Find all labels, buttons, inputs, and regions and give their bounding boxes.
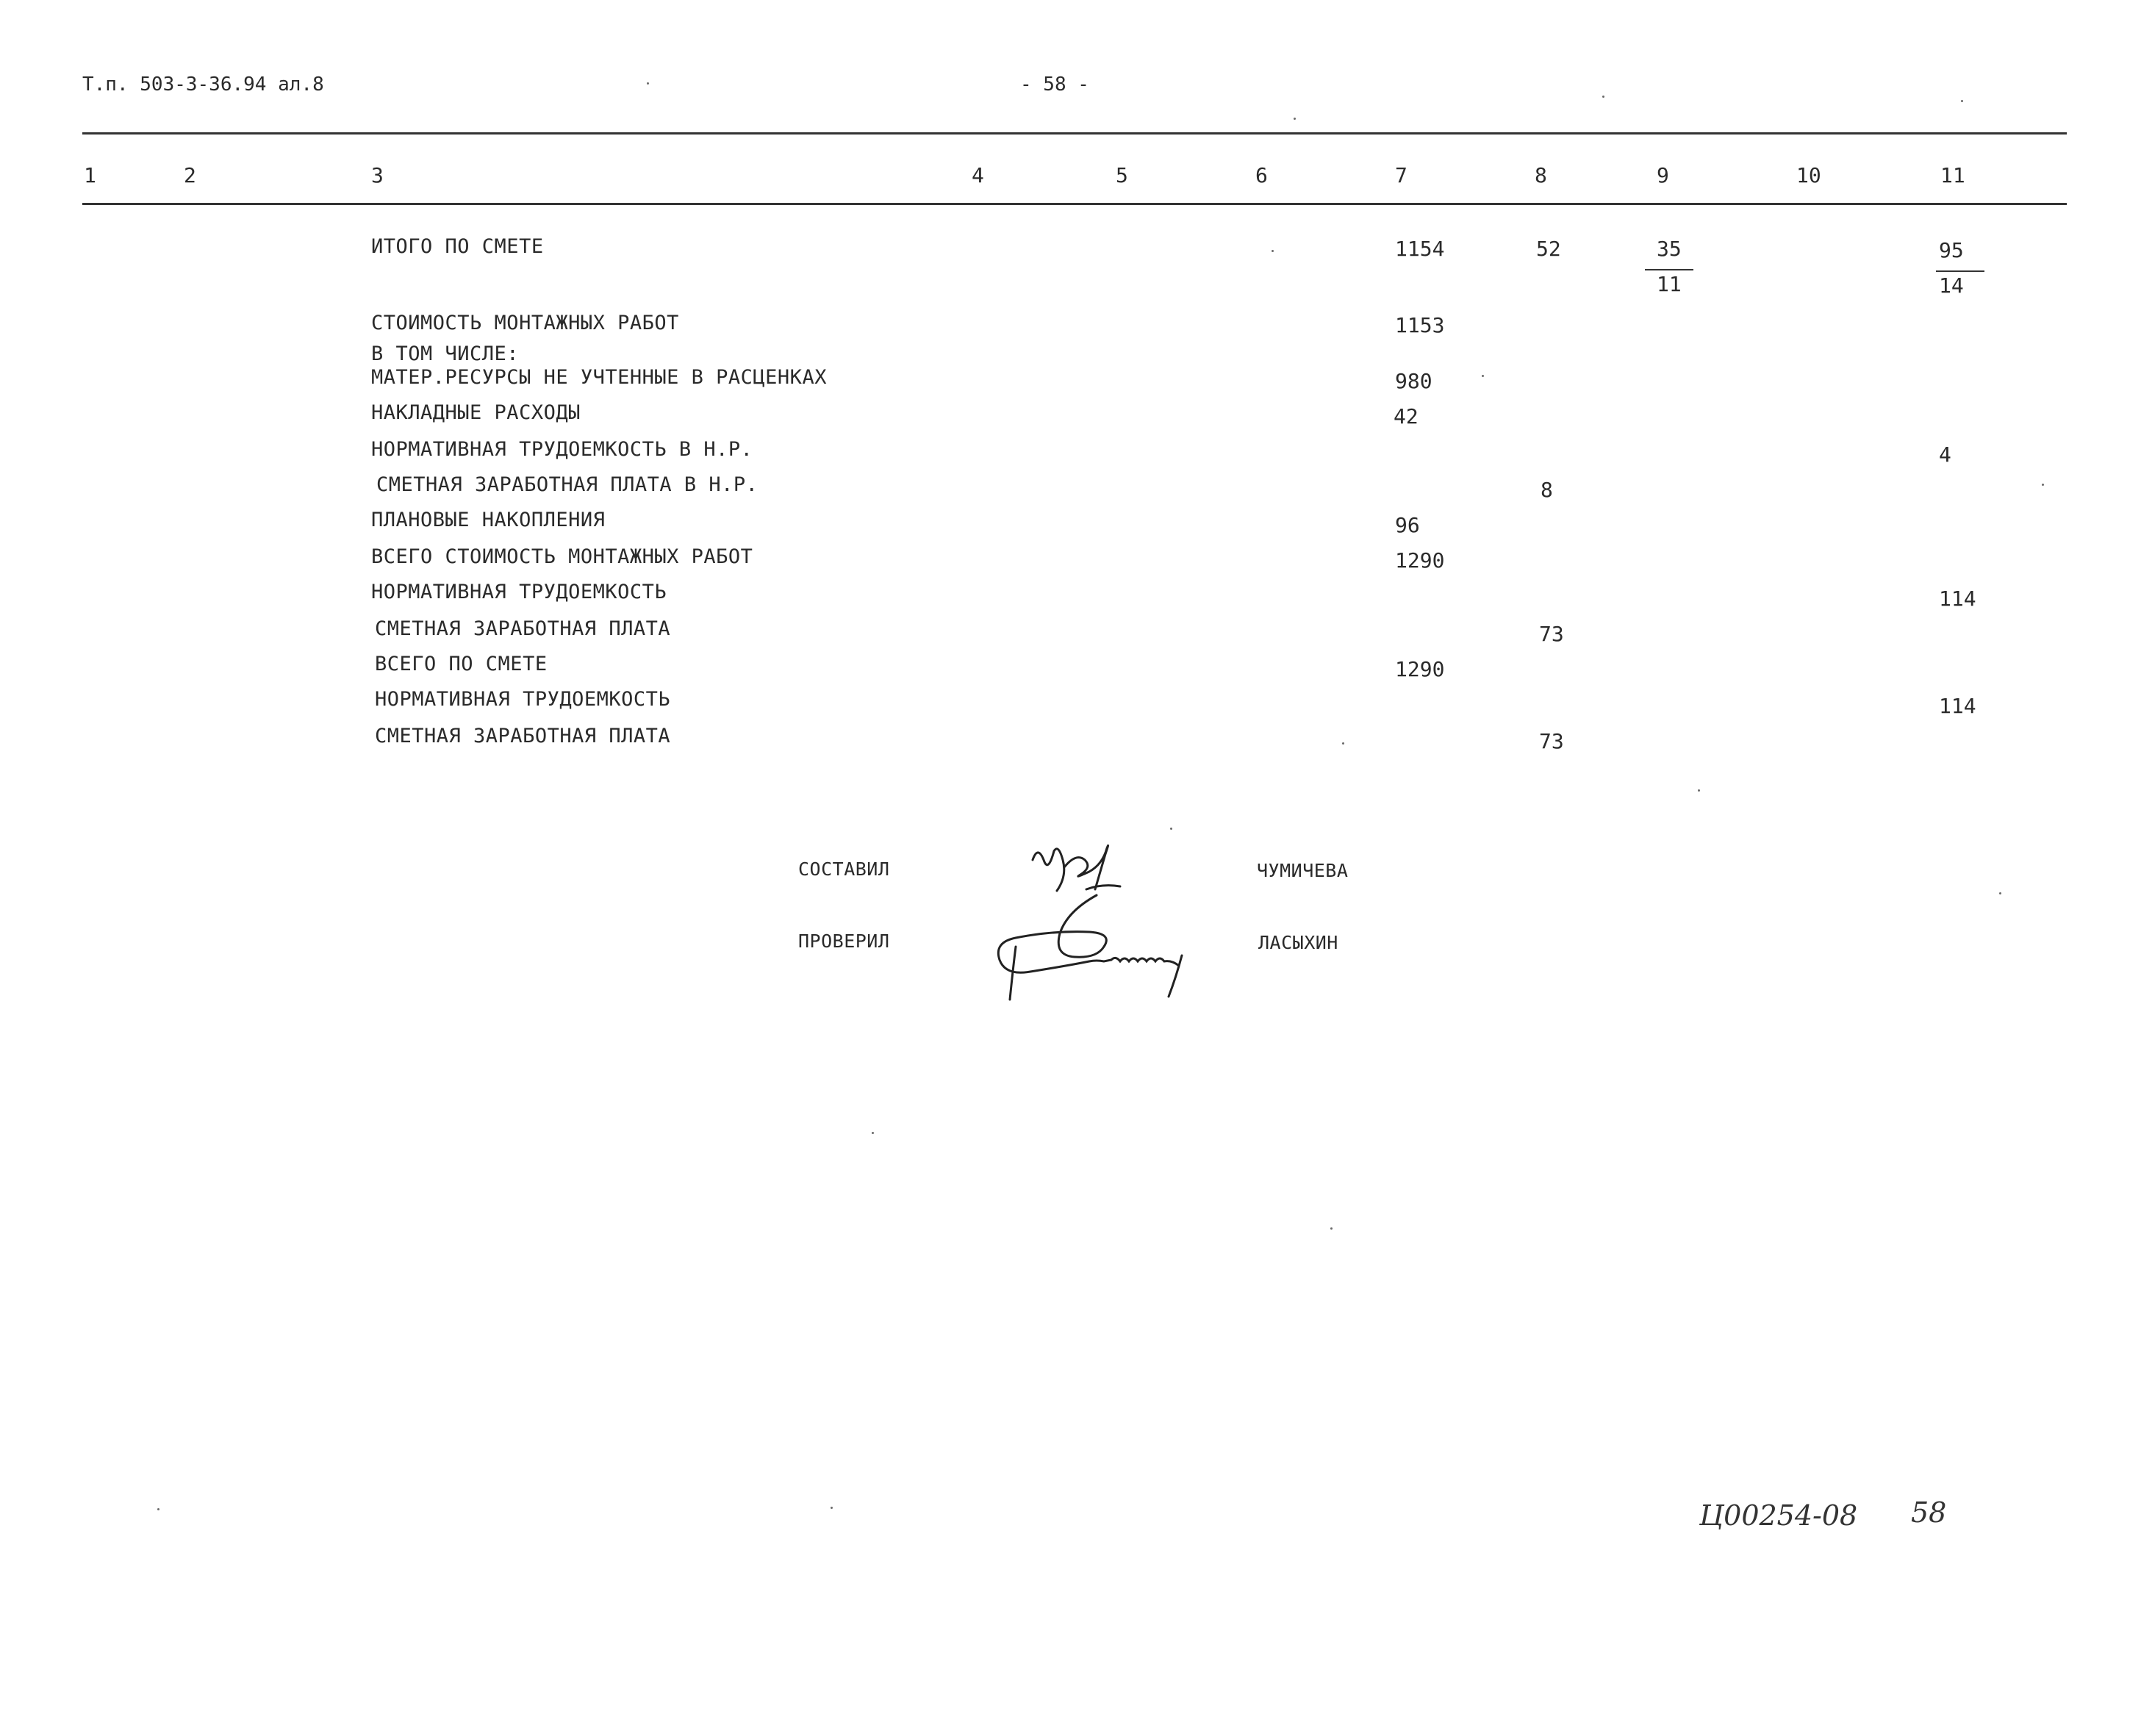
- row-col7-value: 42: [1394, 404, 1419, 428]
- scan-speck: [2042, 484, 2044, 486]
- scan-speck: [1961, 100, 1963, 102]
- row-label: НОРМАТИВНАЯ ТРУДОЕМКОСТЬ: [371, 581, 667, 603]
- column-header-10: 10: [1796, 163, 1821, 187]
- column-header-6: 6: [1255, 163, 1268, 187]
- column-header-9: 9: [1657, 163, 1669, 187]
- scan-speck: [1330, 1227, 1333, 1230]
- archive-cipher: Ц00254-08: [1699, 1499, 1858, 1532]
- row-col7-value: 1153: [1395, 313, 1445, 337]
- totals-label: ИТОГО ПО СМЕТЕ: [371, 235, 544, 258]
- scan-speck: [1272, 250, 1274, 252]
- row-label: В ТОМ ЧИСЛЕ:: [371, 342, 520, 365]
- row-label: НОРМАТИВНАЯ ТРУДОЕМКОСТЬ: [375, 688, 671, 711]
- row-label: СТОИМОСТЬ МОНТАЖНЫХ РАБОТ: [371, 312, 679, 334]
- totals-col9-fraction-line: [1645, 269, 1693, 270]
- table-top-rule: [82, 132, 2067, 134]
- row-label: ПЛАНОВЫЕ НАКОПЛЕНИЯ: [371, 509, 606, 531]
- row-col7-value: 1290: [1395, 548, 1445, 573]
- row-label: ВСЕГО ПО СМЕТЕ: [375, 653, 548, 675]
- checked-name: ЛАСЫХИН: [1258, 932, 1338, 953]
- column-header-3: 3: [371, 163, 384, 187]
- row-col11-value: 114: [1939, 694, 1976, 718]
- column-header-5: 5: [1116, 163, 1128, 187]
- totals-col11-bottom: 14: [1939, 273, 1964, 298]
- archive-sheet-number: 58: [1911, 1496, 1947, 1529]
- row-col8-value: 73: [1539, 622, 1564, 646]
- scan-speck: [1170, 828, 1172, 830]
- row-col7-value: 980: [1395, 369, 1432, 393]
- totals-col9-top: 35: [1657, 237, 1682, 261]
- totals-col7: 1154: [1395, 237, 1445, 261]
- row-col8-value: 73: [1539, 729, 1564, 753]
- document-code: Т.п. 503-3-36.94 ал.8: [82, 73, 324, 96]
- scan-speck: [1342, 742, 1344, 745]
- row-label: ВСЕГО СТОИМОСТЬ МОНТАЖНЫХ РАБОТ: [371, 545, 753, 568]
- row-col7-value: 1290: [1395, 657, 1445, 681]
- column-header-4: 4: [972, 163, 984, 187]
- scan-speck: [831, 1507, 833, 1509]
- totals-col11-top: 95: [1939, 238, 1964, 262]
- totals-col11-fraction-line: [1936, 270, 1984, 272]
- totals-col9-bottom: 11: [1657, 272, 1682, 296]
- row-col11-value: 114: [1939, 587, 1976, 611]
- row-label: НАКЛАДНЫЕ РАСХОДЫ: [371, 401, 581, 424]
- scan-speck: [1602, 96, 1604, 98]
- page-number: - 58 -: [1020, 73, 1089, 96]
- totals-col8: 52: [1536, 237, 1561, 261]
- scan-speck: [1294, 118, 1296, 120]
- row-label: НОРМАТИВНАЯ ТРУДОЕМКОСТЬ В Н.Р.: [371, 438, 753, 461]
- column-header-8: 8: [1535, 163, 1547, 187]
- row-col11-value: 4: [1939, 442, 1951, 467]
- checked-signature: [986, 889, 1192, 1007]
- column-header-1: 1: [84, 163, 96, 187]
- row-col7-value: 96: [1395, 513, 1420, 537]
- scan-speck: [157, 1508, 159, 1510]
- column-header-11: 11: [1940, 163, 1965, 187]
- row-label: СМЕТНАЯ ЗАРАБОТНАЯ ПЛАТА: [375, 725, 671, 747]
- scan-speck: [1698, 789, 1700, 792]
- table-header-rule: [82, 203, 2067, 205]
- compiled-label: СОСТАВИЛ: [798, 858, 890, 880]
- row-col8-value: 8: [1541, 478, 1553, 502]
- compiled-name: ЧУМИЧЕВА: [1257, 860, 1349, 881]
- checked-label: ПРОВЕРИЛ: [798, 930, 890, 952]
- column-header-7: 7: [1395, 163, 1407, 187]
- scan-speck: [1482, 375, 1484, 377]
- row-label: МАТЕР.РЕСУРСЫ НЕ УЧТЕННЫЕ В РАСЦЕНКАХ: [371, 366, 827, 389]
- scan-speck: [647, 82, 649, 85]
- row-label: СМЕТНАЯ ЗАРАБОТНАЯ ПЛАТА: [375, 617, 671, 640]
- scan-speck: [872, 1132, 874, 1134]
- row-label: СМЕТНАЯ ЗАРАБОТНАЯ ПЛАТА В Н.Р.: [376, 473, 759, 496]
- scan-speck: [1999, 892, 2001, 894]
- column-header-2: 2: [184, 163, 196, 187]
